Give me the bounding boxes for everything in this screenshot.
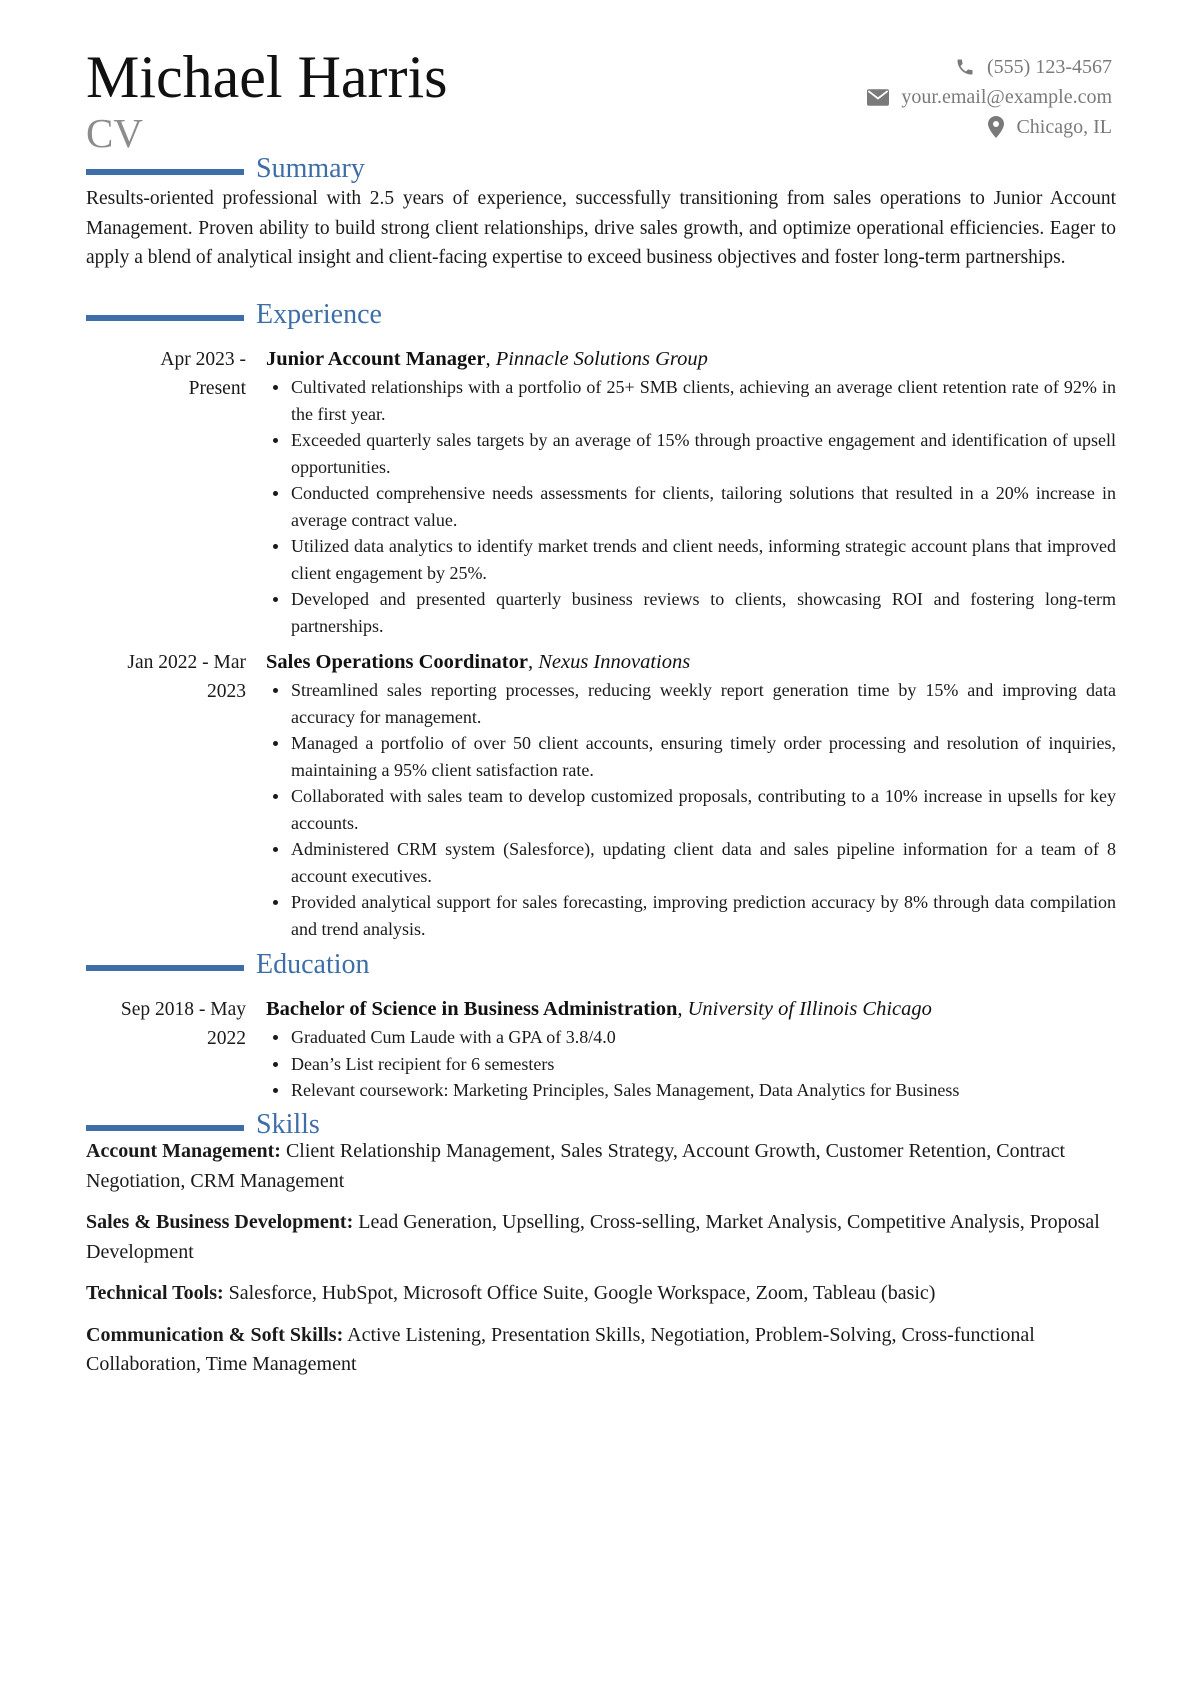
contact-block <box>867 52 1112 142</box>
entry-heading: Bachelor of Science in Business Administration, University of Illinois Chicago <box>266 998 932 1020</box>
achievement-list <box>266 374 1116 639</box>
envelope-icon <box>867 89 889 106</box>
summary-section-header <box>86 154 365 184</box>
employer: Nexus Innovations <box>538 651 691 673</box>
achievement-list <box>266 677 1116 942</box>
skill-items: Salesforce, HubSpot, Microsoft Office Suite, Google Workspace, Zoom, Tableau (basic) <box>228 1282 936 1304</box>
skills-section-header <box>86 1110 320 1140</box>
entry-date: Apr 2023 - Present <box>160 349 246 399</box>
candidate-name: Michael Harris <box>86 44 448 110</box>
education-details-list <box>266 1024 1116 1104</box>
section-accent-bar <box>86 169 244 175</box>
experience-title: Experience <box>256 299 382 330</box>
list-item: Conducted comprehensive needs assessments for clients, tailoring solutions that resulted in a 20% increase in average contract value. <box>266 480 1116 533</box>
skills-title: Skills <box>256 1109 320 1140</box>
section-accent-bar <box>86 1125 244 1131</box>
section-accent-bar <box>86 315 244 321</box>
list-item: Collaborated with sales team to develop customized proposals, contributing to a 10% increase in upsells for key accounts. <box>266 783 1116 836</box>
skill-category: Technical Tools: <box>86 1282 224 1304</box>
job-title: Junior Account Manager <box>266 348 486 370</box>
section-accent-bar <box>86 965 244 971</box>
entry-heading: Sales Operations Coordinator, Nexus Innovations <box>266 651 691 673</box>
list-item: Streamlined sales reporting processes, reducing weekly report generation time by 15% and improving data accuracy for management. <box>266 677 1116 730</box>
skill-group <box>86 1279 1116 1309</box>
document-subtitle: CV <box>86 110 143 156</box>
contact-phone <box>867 52 1112 82</box>
entry-body <box>266 648 1116 942</box>
list-item: Graduated Cum Laude with a GPA of 3.8/4.0 <box>266 1024 1116 1051</box>
entry-date: Jan 2022 - Mar 2023 <box>127 652 246 702</box>
list-item: Managed a portfolio of over 50 client accounts, ensuring timely order processing and resolution of inquiries, maintaining a 95% client satisfaction rate. <box>266 730 1116 783</box>
skill-category: Communication & Soft Skills: <box>86 1323 344 1346</box>
job-title: Sales Operations Coordinator <box>266 651 528 673</box>
list-item: Relevant coursework: Marketing Principles, Sales Management, Data Analytics for Business <box>266 1077 1116 1104</box>
skill-category: Account Management: <box>86 1140 281 1162</box>
skill-group <box>86 1321 1116 1380</box>
list-item: Administered CRM system (Salesforce), updating client data and sales pipeline information for a team of 8 account executives. <box>266 836 1116 889</box>
skills-list <box>86 1137 1116 1392</box>
map-pin-icon <box>988 116 1004 138</box>
list-item: Developed and presented quarterly business reviews to clients, showcasing ROI and fostering long-term partnerships. <box>266 586 1116 639</box>
contact-location <box>867 112 1112 142</box>
summary-title: Summary <box>256 153 365 184</box>
skill-items: Active Listening, Presentation Skills, Negotiation, Problem-Solving, Cross-functional Collaboration, Time Management <box>86 1323 1035 1375</box>
phone-icon <box>955 57 975 77</box>
entry-heading: Junior Account Manager, Pinnacle Solutions Group <box>266 348 708 370</box>
contact-email <box>867 82 1112 112</box>
list-item: Dean’s List recipient for 6 semesters <box>266 1051 1116 1078</box>
list-item: Exceeded quarterly sales targets by an average of 15% through proactive engagement and identification of upsell opportunities. <box>266 427 1116 480</box>
entry-body <box>266 345 1116 639</box>
location-text: Chicago, IL <box>1016 116 1112 138</box>
skill-items: Lead Generation, Upselling, Cross-selling, Market Analysis, Competitive Analysis, Proposal Development <box>86 1211 1100 1263</box>
summary-text: Results-oriented professional with 2.5 years of experience, successfully transitioning from sales operations to Junior Account Management. Proven ability to build strong client relationships, drive sales growth, and optimize operational efficiencies. Eager to apply a blend of analytical insight and client-facing expertise to exceed business objectives and foster long-term partnerships. <box>86 188 1116 268</box>
entry-body <box>266 995 1116 1104</box>
skill-items: Client Relationship Management, Sales Strategy, Account Growth, Customer Retention, Contract Negotiation, CRM Management <box>86 1140 1066 1192</box>
phone-text[interactable]: (555) 123-4567 <box>987 56 1112 78</box>
list-item: Cultivated relationships with a portfolio of 25+ SMB clients, achieving an average client retention rate of 92% in the first year. <box>266 374 1116 427</box>
school: University of Illinois Chicago <box>687 998 932 1020</box>
skill-group <box>86 1137 1116 1196</box>
education-section-header <box>86 950 370 980</box>
email-text[interactable]: your.email@example.com <box>901 86 1112 108</box>
list-item: Utilized data analytics to identify market trends and client needs, informing strategic account plans that improved client engagement by 25%. <box>266 533 1116 586</box>
list-item: Provided analytical support for sales forecasting, improving prediction accuracy by 8% through data compilation and trend analysis. <box>266 889 1116 942</box>
experience-section-header <box>86 300 382 330</box>
education-title: Education <box>256 949 370 980</box>
degree: Bachelor of Science in Business Administration <box>266 998 678 1020</box>
skill-category: Sales & Business Development: <box>86 1211 354 1233</box>
skill-group <box>86 1208 1116 1267</box>
employer: Pinnacle Solutions Group <box>495 348 708 370</box>
entry-date: Sep 2018 - May 2022 <box>120 999 246 1049</box>
